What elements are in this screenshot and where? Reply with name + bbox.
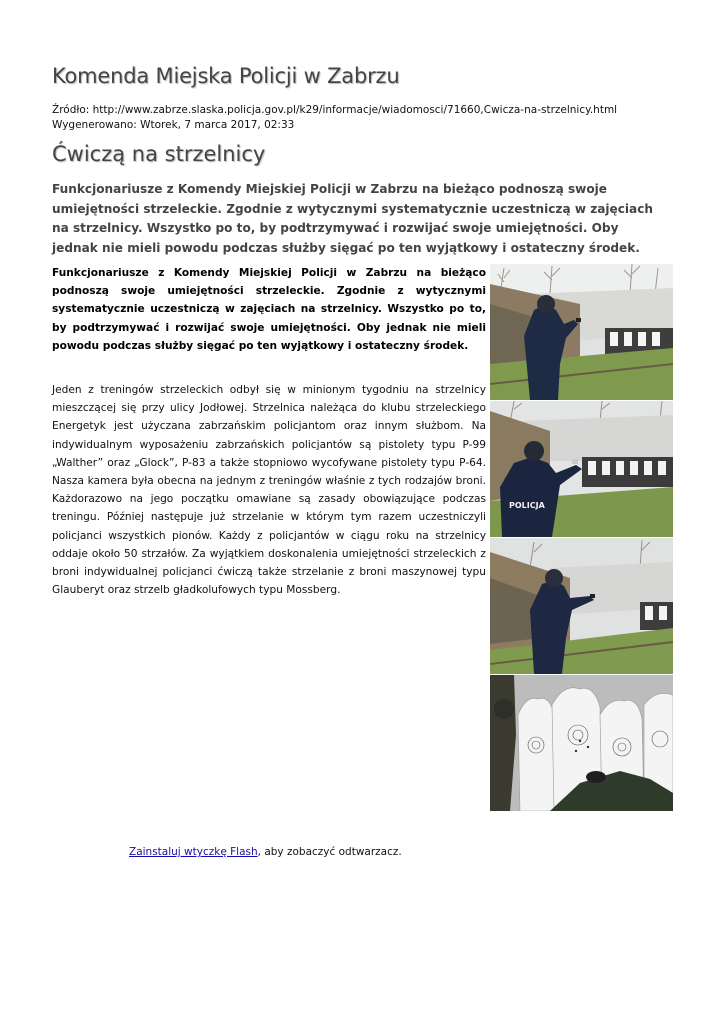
document-meta xyxy=(52,103,617,133)
flash-notice xyxy=(129,846,402,858)
photo-column xyxy=(490,264,673,812)
jacket-label: POLICJA xyxy=(509,501,545,510)
range-photo-4 xyxy=(490,675,673,811)
range-photo-2 xyxy=(490,401,673,537)
article-title: Ćwiczą na strzelnicy xyxy=(52,142,266,166)
generated-line: Wygenerowano: Wtorek, 7 marca 2017, 02:33 xyxy=(52,119,295,131)
site-title: Komenda Miejska Policji w Zabrzu xyxy=(52,64,400,88)
source-line: Źródło: http://www.zabrze.slaska.policja.gov.pl/k29/informacje/wiadomosci/71660,Cwicza-na-strzelnicy.html xyxy=(52,104,618,116)
range-photo-3 xyxy=(490,538,673,674)
article-body: Jeden z treningów strzeleckich odbył się w minionym tygodniu na strzelnicy mieszczącej się przy ulicy Jodłowej. Strzelnica należąca do klubu strzeleckiego Energetyk jest użyczana zabrzańskim policjantom oraz innym służbom. Na indywidualnym wyposażeniu zabrzańskich policjantów są pistolety typu P-99 „Walther” oraz „Glock”, P-83 a także stopniowo wycofywane pistolety typu P-64. Nasza kamera była obecna na jednym z treningów właśnie z tych rodzajów broni. Każdorazowo na jego początku omawiane są zasady obowiązujące podczas treningu. Później następuje już strzelanie w którym tym razem uczestniczyli policjanci wszystkich pionów. Każdy z policjantów w ciągu roku na strzelnicy oddaje około 50 strzałów. Za wyjątkiem doskonalenia umiejętności strzeleckich z broni indywidualnej policjanci ćwiczą także strzelanie z broni maszynowej typu Glauberyt oraz strzelb gładkolufowych typu Mossberg. xyxy=(52,384,486,597)
article-lead: Funkcjonariusze z Komendy Miejskiej Policji w Zabrzu na bieżąco podnoszą swoje umiejętności strzeleckie. Zgodnie z wytycznymi systematycznie uczestniczą w zajęciach na strzelnicy. Wszystko po to, by podtrzymywać i rozwijać swoje umiejętności. Oby jednak nie mieli powodu podczas służby sięgać po ten wyjątkowy i ostateczny środek. xyxy=(52,182,653,255)
range-photo-1 xyxy=(490,264,673,400)
install-flash-link[interactable]: Zainstaluj wtyczkę Flash xyxy=(129,846,258,858)
flash-notice-suffix: , aby zobaczyć odtwarzacz. xyxy=(257,846,402,858)
article-lead-repeat: Funkcjonariusze z Komendy Miejskiej Policji w Zabrzu na bieżąco podnoszą swoje umiejętności strzeleckie. Zgodnie z wytycznymi systematycznie uczestniczą w zajęciach na strzelnicy. Wszystko po to, by podtrzymywać i rozwijać swoje umiejętności. Oby jednak nie mieli powodu podczas służby sięgać po ten wyjątkowy i ostateczny środek. xyxy=(52,267,486,352)
